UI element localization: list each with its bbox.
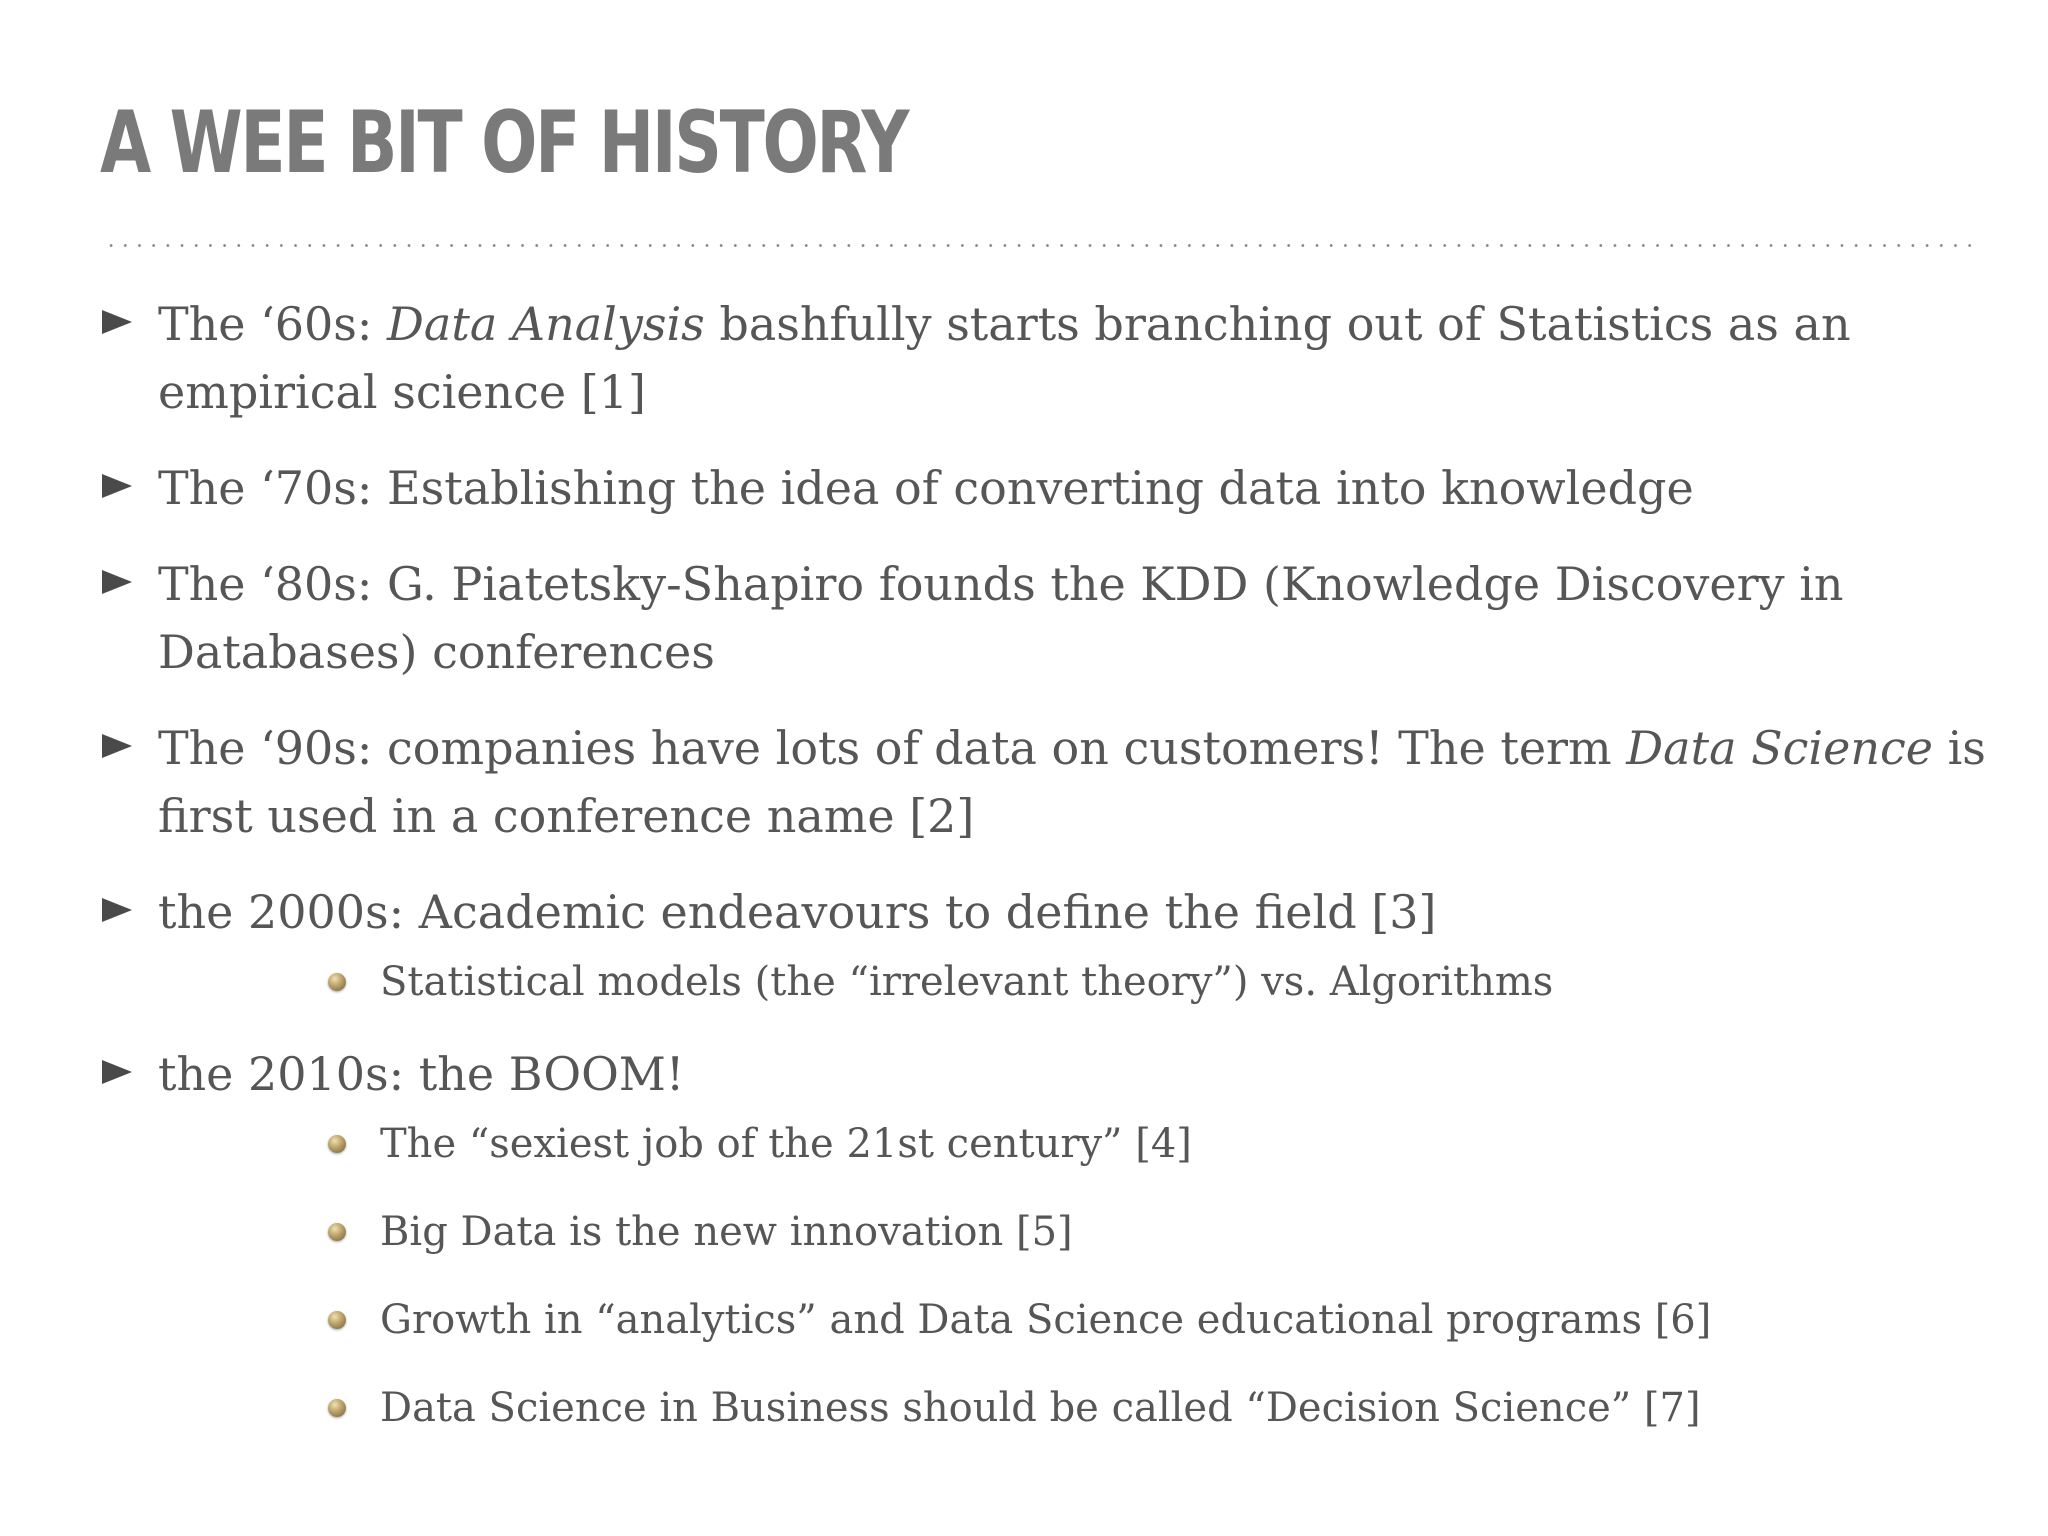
bullet-list [100, 290, 1990, 1466]
round-bullet-icon [328, 1223, 346, 1241]
bullet-text: the 2010s: the BOOM! [158, 1047, 685, 1101]
arrowhead-bullet-icon [102, 898, 132, 922]
bullet-text-emphasis: Data Analysis [387, 297, 705, 351]
sub-bullet-text: The “sexiest job of the 21st century” [4] [380, 1121, 1192, 1167]
sub-bullet-text: Statistical models (the “irrelevant theory”) vs. Algorithms [380, 959, 1554, 1005]
round-bullet-icon [328, 1399, 346, 1417]
bullet-item-90s [100, 714, 1990, 850]
sub-bullet-list [158, 952, 1990, 1012]
bullet-item-80s [100, 550, 1990, 686]
bullet-text-pre: The ‘90s: companies have lots of data on customers! The term [158, 721, 1627, 775]
arrowhead-bullet-icon [102, 734, 132, 758]
bullet-text-pre: The ‘60s: [158, 297, 388, 351]
bullet-item-2010s [100, 1040, 1990, 1438]
round-bullet-icon [328, 1311, 346, 1329]
bullet-item-70s [100, 454, 1990, 522]
sub-bullet-text: Big Data is the new innovation [5] [380, 1209, 1073, 1255]
sub-bullet-text: Data Science in Business should be called “Decision Science” [7] [380, 1385, 1701, 1431]
arrowhead-bullet-icon [102, 474, 132, 498]
arrowhead-bullet-icon [102, 1060, 132, 1084]
sub-bullet-item [158, 1202, 1990, 1262]
sub-bullet-item [158, 1290, 1990, 1350]
bullet-text: The ‘70s: Establishing the idea of converting data into knowledge [158, 461, 1694, 515]
sub-bullet-text: Growth in “analytics” and Data Science educational programs [6] [380, 1297, 1712, 1343]
arrowhead-bullet-icon [102, 570, 132, 594]
bullet-text-post: is first used in a conference name [2] [158, 721, 1986, 843]
sub-bullet-item [158, 1114, 1990, 1174]
sub-bullet-item [158, 952, 1990, 1012]
round-bullet-icon [328, 973, 346, 991]
sub-bullet-list [158, 1114, 1990, 1438]
bullet-text-emphasis: Data Science [1626, 721, 1933, 775]
slide-title: A WEE BIT OF HISTORY [100, 93, 908, 193]
round-bullet-icon [328, 1135, 346, 1153]
dotted-divider [104, 244, 1974, 247]
bullet-text: The ‘80s: G. Piatetsky-Shapiro founds the KDD (Knowledge Discovery in Databases) conferences [158, 557, 1844, 679]
bullet-item-60s [100, 290, 1990, 426]
bullet-text-post: bashfully starts branching out of Statistics as an empirical science [1] [158, 297, 1851, 419]
bullet-text: the 2000s: Academic endeavours to define the field [3] [158, 885, 1437, 939]
bullet-item-2000s [100, 878, 1990, 1012]
arrowhead-bullet-icon [102, 310, 132, 334]
sub-bullet-item [158, 1378, 1990, 1438]
